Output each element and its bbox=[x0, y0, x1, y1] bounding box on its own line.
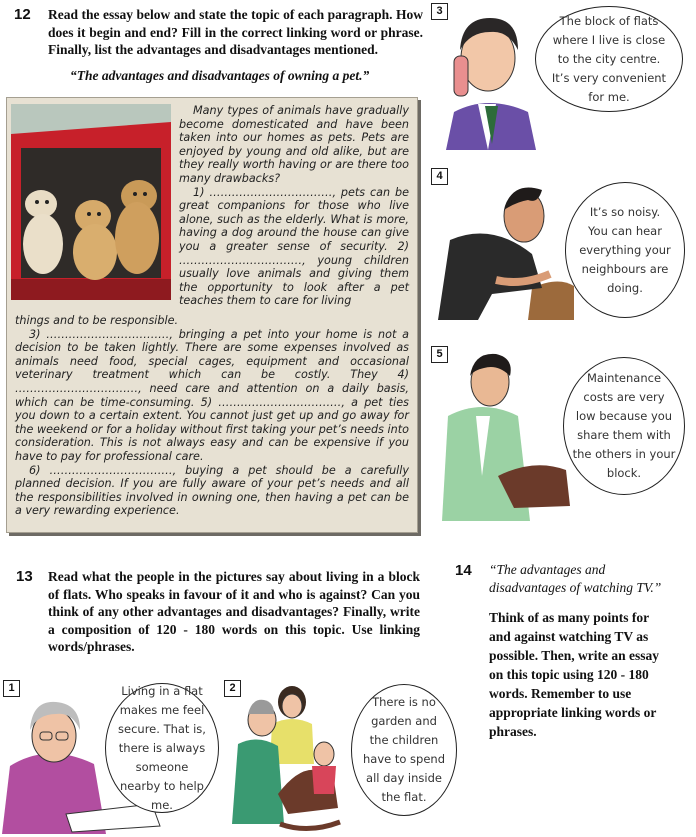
picture-3-label: 3 bbox=[431, 3, 448, 20]
essay-top-column bbox=[179, 104, 409, 308]
essay-paragraph-4: 6) ……………………………, buying a pet should be a carefully planned decision. If you are fully aware of your pet’s needs and all the responsibilities involved in owning one, then having a pet can be a very rewarding experience. bbox=[15, 463, 409, 518]
family-with-rocking-horse-illustration bbox=[228, 684, 358, 834]
picture-1-label: 1 bbox=[3, 680, 20, 697]
exercise-13-instruction: Read what the people in the pictures say about living in a block of flats. Who speaks in favour of it and who is against? Can you think of any other advantages and disadvantages? Finally, write a composition of 120 - 180 words on this topic. Use linking words/phrases. bbox=[48, 569, 420, 654]
man-holding-head-illustration bbox=[432, 170, 574, 320]
essay-paragraph-1: Many types of animals have gradually become domesticated and have been taken into our homes as pets. Pets are enjoyed by young and old alike, but are they really worth having or are there too many drawbacks? bbox=[179, 104, 409, 185]
picture-4-label: 4 bbox=[431, 168, 448, 185]
essay-paper bbox=[6, 97, 418, 533]
essay-paragraph-3: 3) ……………………………, bringing a pet into your home is not a decision to be taken lightly. There are some expenses involved as animals need food, special cages, equipment and occasional veterinary treatment which can be costly. They 4) ……………………………, need care and attention on a daily basis, which can be time-consuming. 5) ……………………………, a pet ties you down to a certain extent. You cannot just get up and go away for the weekend or for a holiday without first taking your pet’s needs into consideration. This is not always easy and can be expensive if you have to pay for professional care. bbox=[15, 327, 409, 463]
essay-title: “The advantages and disadvantages of owning a pet.” bbox=[70, 68, 370, 83]
exercise-14-instruction: Think of as many points for and against watching TV as possible. Then, write an essay on this topic using 120 - 180 words. Remember to use appropriate linking words or phrases. bbox=[489, 610, 660, 739]
exercise-14-number: 14 bbox=[455, 562, 472, 579]
speech-bubble-4: It’s so noisy. You can hear everything your neighbours are doing. bbox=[565, 182, 685, 318]
speech-bubble-5: Maintenance costs are very low because you share them with the others in your block. bbox=[563, 357, 685, 495]
man-in-green-jacket-illustration bbox=[434, 346, 574, 521]
essay-bottom-column bbox=[15, 314, 409, 518]
dogs-in-car-photo bbox=[11, 104, 171, 300]
exercise-12-number: 12 bbox=[14, 6, 31, 23]
man-on-phone-illustration bbox=[436, 4, 541, 150]
essay-paragraph-2-end: things and to be responsible. bbox=[15, 314, 179, 327]
exercise-14-title: “The advantages and disadvantages of watching TV.” bbox=[489, 562, 662, 595]
speech-bubble-1: Living in a flat makes me feel secure. That is, there is always someone nearby to help me. bbox=[105, 683, 219, 813]
picture-5-label: 5 bbox=[431, 346, 448, 363]
exercise-12-instruction: Read the essay below and state the topic of each paragraph. How does it begin and end? Fill in the correct linking word or phrase. Finally, list the advantages and disadvantages mentioned. bbox=[48, 7, 423, 57]
exercise-13-number: 13 bbox=[16, 568, 33, 585]
essay-paragraph-2: 1) ……………………………, pets can be great companions for those who live alone, such as the elderly. What is more, having a dog around the house can give you a greater sense of security. 2) ……………………………, young children usually love animals and giving them the opportunity to look after a pet teaches them to care for living bbox=[179, 185, 409, 308]
picture-2-label: 2 bbox=[224, 680, 241, 697]
speech-bubble-3: The block of flats where I live is close to the city centre. It’s very convenient for me. bbox=[535, 6, 683, 112]
speech-bubble-2: There is no garden and the children have to spend all day inside the flat. bbox=[351, 684, 457, 816]
